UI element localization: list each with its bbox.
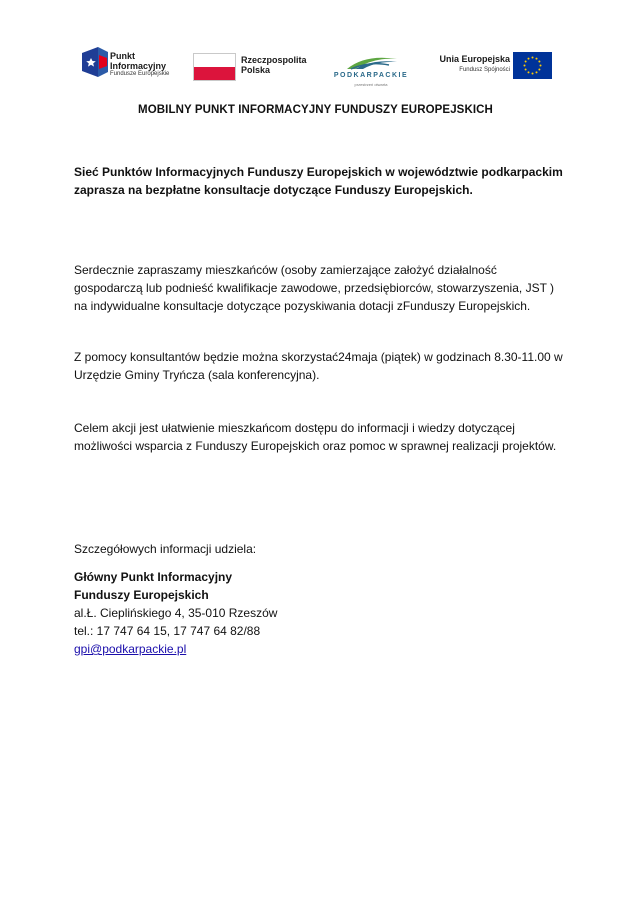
pk-name: PODKARPACKIE	[333, 72, 409, 79]
unia-europejska-logo	[430, 38, 552, 93]
fe-subtitle: Fundusze Europejskie	[110, 71, 170, 77]
contact-org-line1: Główny Punkt Informacyjny	[74, 570, 233, 584]
star-icon	[82, 47, 108, 77]
rp-name: Rzeczpospolita Polska	[241, 55, 307, 75]
contact-phone: tel.: 17 747 64 15, 17 747 64 82/88	[74, 624, 261, 638]
fe-title: Punkt Informacyjny	[110, 51, 167, 71]
ue-name: Unia Europejska	[439, 54, 510, 64]
contact-block	[74, 568, 277, 658]
fundusze-europejskie-logo	[79, 38, 184, 93]
polish-flag-icon	[193, 53, 236, 81]
rzeczpospolita-polska-logo	[193, 38, 313, 93]
hills-icon	[345, 52, 399, 70]
pk-tagline: przestrzeń otwarta	[354, 82, 388, 87]
page-title: MOBILNY PUNKT INFORMACYJNY FUNDUSZY EUROPEJSKICH	[138, 104, 493, 116]
podkarpackie-logo	[327, 38, 415, 93]
eu-flag-icon	[513, 52, 552, 79]
paragraph-invitation: Serdecznie zapraszamy mieszkańców (osoby zamierzające założyć działalność gospodarczą lub podnieść kwalifikacje zawodowe, przedsiębiorców, stowarzyszenia, JST ) na indywidualne konsultacje dotyczące pozyskiwania dotacji zFunduszy Europejskich.	[74, 263, 555, 313]
paragraph-info-lead: Szczegółowych informacji udziela:	[74, 542, 257, 556]
contact-email-link[interactable]: gpi@podkarpackie.pl	[74, 642, 187, 656]
intro-paragraph: Sieć Punktów Informacyjnych Funduszy Europejskich w województwie podkarpackim zaprasza na bezpłatne konsultacje dotyczące Funduszy Europejskich.	[74, 165, 563, 197]
contact-org-line2: Funduszy Europejskich	[74, 588, 209, 602]
paragraph-goal: Celem akcji jest ułatwienie mieszkańcom dostępu do informacji i wiedzy dotyczącej możliwości wsparcia z Funduszy Europejskich oraz pomoc w sprawnej realizacji projektów.	[74, 421, 557, 453]
contact-address: al.Ł. Cieplińskiego 4, 35-010 Rzeszów	[74, 606, 278, 620]
paragraph-date-location: Z pomocy konsultantów będzie można skorzystać24maja (piątek) w godzinach 8.30-11.00 w Urzędzie Gminy Tryńcza (sala konferencyjna).	[74, 350, 563, 382]
ue-fund: Fundusz Spójności	[459, 67, 510, 73]
logo-bar	[0, 38, 631, 93]
